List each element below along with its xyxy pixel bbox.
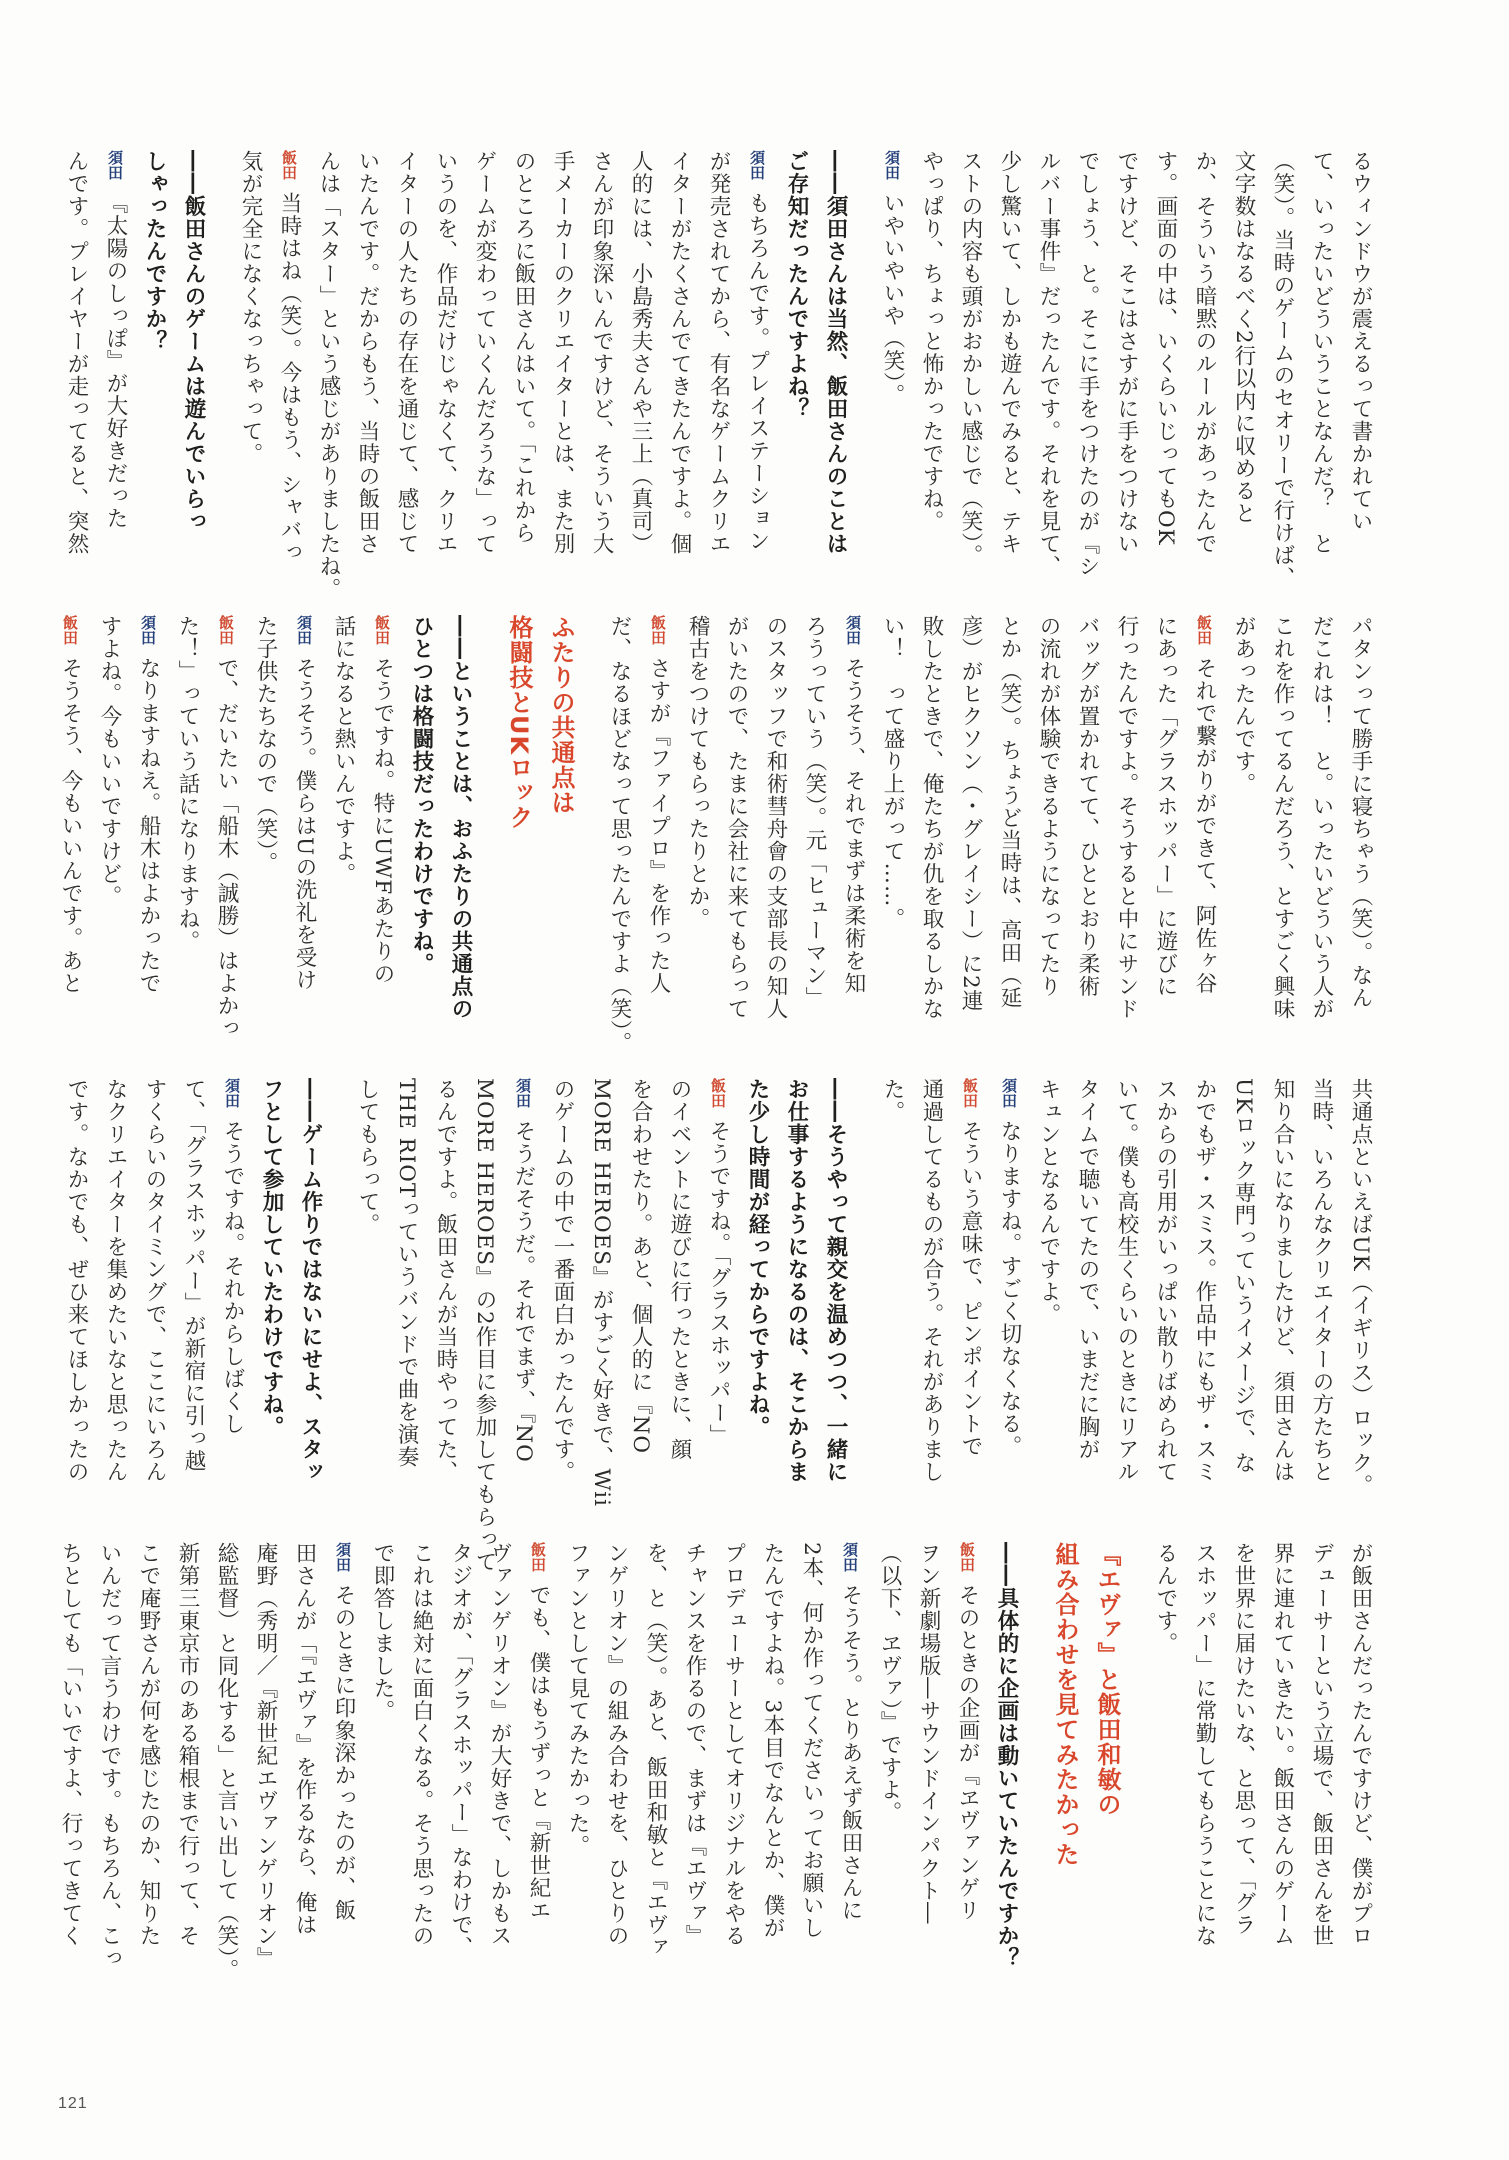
text-band-2 — [58, 615, 1380, 1060]
column-text: そうですね。「グラスホッパー」 — [706, 1120, 731, 1447]
speaker-label-suda: 須田 — [295, 615, 313, 645]
column-text: MORE HEROES』の2作目に参加してもらって — [472, 1078, 497, 1574]
body-text-column — [213, 1078, 252, 1523]
body-text-column — [90, 615, 129, 1060]
column-text: 当時はね（笑）。今はもう、シャバっ — [277, 192, 302, 564]
column-text: ふたりの共通点は — [547, 615, 575, 815]
column-text: かでもザ・スミス。作品中にもザ・スミ — [1192, 1078, 1217, 1483]
interviewer-question — [777, 150, 816, 595]
column-text: すくらいのタイミングで、ここにいろん — [142, 1078, 167, 1483]
column-text: 人的には、小島秀夫さんや三上（真司） — [628, 150, 653, 555]
body-text-column — [1263, 1542, 1302, 1987]
body-text-column — [1068, 1078, 1107, 1523]
column-gap — [1128, 1542, 1146, 1987]
column-gap — [855, 150, 873, 595]
column-text: だ、なるほどなって思ったんですよ（笑）。 — [607, 615, 632, 1055]
column-text: やっぱり、ちょっと怖かったですね。 — [919, 150, 944, 533]
body-text-column — [51, 615, 90, 1060]
column-text: があったんです。 — [1231, 615, 1256, 795]
column-text: す。画面の中は、いくらいじってもOK — [1153, 150, 1178, 546]
column-text: もちろんです。プレイステーション — [745, 192, 770, 552]
body-text-column — [1341, 1542, 1380, 1987]
body-text-column — [96, 1078, 135, 1523]
column-text: 文字数はなるべく2行以内に収めると — [1231, 150, 1256, 525]
column-text: 『太陽のしっぽ』が大好きだった — [103, 192, 128, 530]
column-gap — [213, 150, 231, 595]
column-text: MORE HEROES』がすごく好きで、Wii — [589, 1078, 614, 1508]
interviewer-question — [174, 150, 213, 595]
column-text: た。 — [880, 1078, 905, 1123]
column-text: スからの引用がいっぱい散りばめられて — [1153, 1078, 1178, 1483]
column-text: イターの人たちの存在を通じて、感じて — [394, 150, 419, 555]
column-text: 知り合いになりましたけど、須田さんは — [1270, 1078, 1295, 1483]
column-text: スホッパー」に常勤してもらうことにな — [1192, 1542, 1217, 1947]
body-text-column — [441, 1542, 480, 1987]
column-text: 2本、何か作ってくださいってお願いし — [799, 1542, 824, 1940]
column-text: で即答しました。 — [370, 1542, 395, 1722]
column-text: です。なかでも、ぜひ来てほしかったの — [64, 1078, 89, 1483]
speaker-label-iida: 飯田 — [217, 615, 235, 645]
body-text-column — [1263, 615, 1302, 1060]
column-text: バッグが置かれてて、ひととおり柔術 — [1075, 615, 1100, 998]
column-text: のところに飯田さんはいて。「これから — [511, 150, 536, 545]
body-text-column — [1341, 1078, 1380, 1523]
column-gap — [855, 1078, 873, 1523]
speaker-label-suda: 須田 — [1000, 1078, 1018, 1108]
body-text-column — [1146, 1542, 1185, 1987]
column-gap — [1026, 1542, 1044, 1987]
column-text: を合わせたり。あと、個人的に『NO — [628, 1078, 653, 1454]
column-text: ストの内容も頭がおかしい感じで（笑）。 — [958, 150, 983, 567]
column-text: いやいやいや（笑）。 — [880, 192, 905, 407]
column-text: いたんです。だからもう、当時の飯田さ — [355, 150, 380, 555]
column-text: 当時、いろんなクリエイターの方たちと — [1309, 1078, 1334, 1483]
column-text: THE RIOTっていうバンドで曲を演奏 — [394, 1078, 419, 1469]
column-text: か、そういう暗黙のルールがあったんで — [1192, 150, 1217, 555]
column-text: プロデューサーとしてオリジナルをやる — [721, 1542, 746, 1947]
column-gap — [480, 615, 498, 1060]
column-text: なりますねえ。船木はよかったで — [136, 657, 161, 995]
speaker-label-iida: 飯田 — [958, 1542, 976, 1572]
column-text: が発売されてから、有名なゲームクリエ — [706, 150, 731, 555]
column-text: とか（笑）。ちょうど当時は、高田（延 — [997, 615, 1022, 1010]
column-text: がいたので、たまに会社に来てもらって — [724, 615, 749, 1020]
body-text-column — [558, 1542, 597, 1987]
body-text-column — [873, 1078, 912, 1523]
interviewer-question — [777, 1078, 816, 1523]
body-text-column — [660, 150, 699, 595]
column-text: なりますね。すごく切なくなる。 — [997, 1120, 1022, 1458]
body-text-column — [387, 1078, 426, 1523]
column-text: 新第三東京市のある箱根まで行って、そ — [175, 1542, 200, 1947]
speaker-label-iida: 飯田 — [373, 615, 391, 645]
text-band-4 — [58, 1542, 1380, 1987]
column-text: 行ったんですよ。そうすると中にサンド — [1114, 615, 1139, 1020]
column-text: にあった「グラスホッパー」に遊びに — [1153, 615, 1178, 998]
column-text: 共通点といえばUK（イギリス）ロック。 — [1348, 1078, 1373, 1497]
body-text-column — [129, 615, 168, 1060]
column-text: たんですよね。3本目でなんとか、僕が — [760, 1542, 785, 1940]
column-text: ヲン新劇場版―サウンドインパクト― — [916, 1542, 941, 1925]
column-text: ――そうやって親交を温めつつ、一緒に — [823, 1078, 848, 1483]
speaker-label-iida: 飯田 — [961, 1078, 979, 1108]
column-text: UKロック専門っていうイメージで、な — [1231, 1078, 1256, 1475]
column-text: ――須田さんは当然、飯田さんのことは — [823, 150, 848, 555]
column-text: デューサーという立場で、飯田さんを世 — [1309, 1542, 1334, 1947]
body-text-column — [675, 1542, 714, 1987]
body-text-column — [948, 1542, 987, 1987]
column-text: でも、僕はもうずっと『新世紀エ — [526, 1584, 551, 1922]
column-text: これを作ってるんだろう、とすごく興味 — [1270, 615, 1295, 1020]
body-text-column — [597, 1542, 636, 1987]
column-text: そうそう。とりあえず飯田さんに — [838, 1584, 863, 1922]
page-number: 121 — [58, 2095, 88, 2112]
body-text-column — [309, 150, 348, 600]
body-text-column — [1302, 1078, 1341, 1523]
section-heading — [540, 615, 582, 1060]
column-text: るウィンドウが震えるって書かれてい — [1348, 150, 1373, 533]
column-text: ――具体的に企画は動いていたんですか？ — [994, 1542, 1019, 1970]
section-heading — [498, 615, 540, 1060]
column-text: タイムで聴いてたので、いまだに胸が — [1075, 1078, 1100, 1461]
body-text-column — [1185, 150, 1224, 595]
body-text-column — [990, 615, 1029, 1060]
column-text: そうそう、今もいいんです。あと — [58, 657, 83, 995]
speaker-label-suda: 須田 — [106, 150, 124, 180]
body-text-column — [465, 1078, 504, 1574]
column-text: ルバー事件』だったんです。それを見て、 — [1036, 150, 1061, 578]
body-text-column — [426, 1078, 465, 1523]
body-text-column — [582, 1078, 621, 1523]
body-text-column — [870, 1542, 909, 1987]
body-text-column — [1107, 1078, 1146, 1523]
column-text: のスタッフで和術彗舟會の支部長の知人 — [763, 615, 788, 1020]
speaker-label-iida: 飯田 — [1195, 615, 1213, 645]
section-heading — [1086, 1542, 1128, 1987]
body-text-column — [912, 1078, 951, 1523]
body-text-column — [714, 1542, 753, 1987]
body-text-column — [831, 1542, 870, 1987]
column-text: ンゲリオン』の組み合わせを、ひとりの — [604, 1542, 629, 1947]
body-text-column — [600, 615, 639, 1060]
body-text-column — [1224, 1542, 1263, 1987]
body-text-column — [504, 1078, 543, 1523]
column-text: た少し時間が経ってからですよね。 — [745, 1078, 770, 1438]
body-text-column — [795, 615, 834, 1060]
column-text: た子供たちなので（笑）。 — [253, 615, 278, 875]
column-text: て、「グラスホッパー」が新宿に引っ越 — [181, 1078, 206, 1473]
speaker-label-suda: 須田 — [883, 150, 901, 180]
body-text-column — [129, 1542, 168, 1987]
body-text-column — [519, 1542, 558, 1987]
column-text: そうだそうだ。それでまず、『NO — [511, 1120, 536, 1463]
column-text: ろうっていう（笑）。元「ヒューマン」 — [802, 615, 827, 1010]
column-text: いんだって言うわけです。もちろん、こっ — [97, 1542, 122, 1970]
body-text-column — [324, 615, 363, 1060]
body-text-column — [834, 615, 873, 1060]
body-text-column — [753, 1542, 792, 1987]
body-text-column — [1146, 150, 1185, 595]
column-text: なクリエイターを集めたいなと思ったん — [103, 1078, 128, 1483]
body-text-column — [660, 1078, 699, 1523]
body-text-column — [285, 1542, 324, 1987]
body-text-column — [1302, 615, 1341, 1060]
column-text: パタンって勝手に寝ちゃう（笑）。なん — [1348, 615, 1373, 1010]
column-text: ファンとして見てみたかった。 — [565, 1542, 590, 1857]
body-text-column — [246, 615, 285, 1060]
column-text: て、いったいどういうことなんだ？ と — [1309, 150, 1334, 555]
column-text: のゲームの中で一番面白かったんです。 — [550, 1078, 575, 1483]
body-text-column — [168, 1542, 207, 1987]
body-text-column — [1224, 1078, 1263, 1523]
body-text-column — [246, 1542, 285, 1987]
body-text-column — [636, 1542, 675, 1987]
speaker-label-suda: 須田 — [223, 1078, 241, 1108]
body-text-column — [678, 615, 717, 1060]
body-text-column — [1185, 1078, 1224, 1523]
column-text: るんですよ。飯田さんが当時やってた、 — [433, 1078, 458, 1483]
column-text: んは「スター」という感じがありましたね。 — [316, 150, 341, 600]
column-text: してもらって。 — [355, 1078, 380, 1236]
body-text-column — [270, 150, 309, 595]
column-text: こで庵野さんが何を感じたのか、知りた — [136, 1542, 161, 1947]
column-text: ――飯田さんのゲームは遊んでいらっ — [181, 150, 206, 533]
body-text-column — [717, 615, 756, 1060]
body-text-column — [621, 1078, 660, 1523]
body-text-column — [387, 150, 426, 595]
column-text: 総監督）と同化する」と言い出して（笑）。 — [214, 1542, 239, 1982]
column-text: （笑）。当時のゲームのセオリーで行けば、 — [1270, 150, 1295, 590]
column-gap — [582, 615, 600, 1060]
column-text: い！ って盛り上がって……。 — [880, 615, 905, 930]
body-text-column — [1224, 150, 1263, 595]
column-text: そうそう。僕らはUの洗礼を受け — [292, 657, 317, 992]
column-text: そのときの企画が『ヱヴァンゲリ — [955, 1584, 980, 1922]
body-text-column — [480, 1542, 519, 1987]
speaker-label-iida: 飯田 — [280, 150, 298, 180]
column-text: そういう意味で、ピンポイントで — [958, 1120, 983, 1458]
body-text-column — [51, 1542, 90, 1987]
column-text: でしょう、と。そこに手をつけたのが『シ — [1075, 150, 1100, 578]
body-text-column — [951, 1078, 990, 1523]
speaker-label-suda: 須田 — [841, 1542, 859, 1572]
body-text-column — [1029, 615, 1068, 1060]
body-text-column — [90, 1542, 129, 1987]
text-band-1 — [64, 150, 1380, 600]
body-text-column — [168, 615, 207, 1060]
body-text-column — [582, 150, 621, 595]
body-text-column — [1029, 1078, 1068, 1523]
body-text-column — [231, 150, 270, 595]
column-text: そうそう、それでまずは柔術を知 — [841, 657, 866, 995]
speaker-label-suda: 須田 — [748, 150, 766, 180]
interviewer-question — [135, 150, 174, 595]
column-text: イターがたくさんでてきたんですよ。個 — [667, 150, 692, 555]
column-text: お仕事するようになるのは、そこからま — [784, 1078, 809, 1483]
column-text: 組み合わせを見てみたかった — [1051, 1542, 1079, 1867]
column-text: の流れが体験できるようになってたり — [1036, 615, 1061, 998]
column-text: で、だいたい「船木（誠勝）はよかっ — [214, 657, 239, 1040]
body-text-column — [909, 1542, 948, 1987]
body-text-column — [135, 1078, 174, 1523]
column-text: そのときに印象深かったのが、飯 — [331, 1584, 356, 1922]
body-text-column — [504, 150, 543, 595]
column-text: そうですね。特にUWFあたりの — [370, 657, 395, 986]
column-text: いうのを、作品だけじゃなくて、クリエ — [433, 150, 458, 555]
column-text: 通過してるものが合う。それがありまし — [919, 1078, 944, 1483]
column-text: 彦）がヒクソン（・グレイシー）に2連 — [958, 615, 983, 1013]
body-text-column — [324, 1542, 363, 1987]
body-text-column — [1302, 1542, 1341, 1987]
body-text-column — [402, 1542, 441, 1987]
column-text: さすが『ファイプロ』を作った人 — [646, 657, 671, 995]
column-text: さんが印象深いんですけど、そういう大 — [589, 150, 614, 555]
column-text: 田さんが「『エヴァ』を作るなら、俺は — [292, 1542, 317, 1937]
text-band-3 — [64, 1078, 1380, 1574]
column-text: それで繋がりができて、阿佐ヶ谷 — [1192, 657, 1217, 995]
column-text: だこれは！ と。いったいどういう人が — [1309, 615, 1334, 1020]
column-text: しゃったんですか？ — [142, 150, 167, 353]
column-text: これは絶対に面白くなる。そう思ったの — [409, 1542, 434, 1947]
body-text-column — [57, 150, 96, 595]
column-text: るんです。 — [1153, 1542, 1178, 1655]
body-text-column — [1224, 615, 1263, 1060]
column-text: を世界に届けたいな、と思って、「グラ — [1231, 1542, 1256, 1937]
body-text-column — [639, 615, 678, 1060]
column-text: ですけど、そこはさすがに手をつけない — [1114, 150, 1139, 555]
column-text: フとして参加していたわけですね。 — [259, 1078, 284, 1438]
body-text-column — [1068, 615, 1107, 1060]
body-text-column — [1185, 615, 1224, 1060]
body-text-column — [1107, 150, 1146, 595]
interviewer-question — [816, 150, 855, 595]
speaker-label-iida: 飯田 — [61, 615, 79, 645]
body-text-column — [57, 1078, 96, 1523]
body-text-column — [951, 615, 990, 1060]
body-text-column — [96, 150, 135, 595]
body-text-column — [363, 615, 402, 1060]
body-text-column — [426, 150, 465, 595]
column-text: 庵野（秀明／『新世紀エヴァンゲリオン』 — [253, 1542, 278, 1970]
column-text: いて。僕も高校生くらいのときにリアル — [1114, 1078, 1139, 1483]
body-text-column — [465, 150, 504, 595]
interviewer-question — [738, 1078, 777, 1523]
speaker-label-suda: 須田 — [334, 1542, 352, 1572]
column-text: 界に連れていきたい。飯田さんのゲーム — [1270, 1542, 1295, 1947]
body-text-column — [1146, 615, 1185, 1060]
column-text: ご存知だったんですよね？ — [784, 150, 809, 420]
column-text: 稽古をつけてもらったりとか。 — [685, 615, 710, 930]
body-text-column — [990, 150, 1029, 595]
speaker-label-iida: 飯田 — [709, 1078, 727, 1108]
column-text: 気が完全になくなっちゃって。 — [238, 150, 263, 465]
body-text-column — [543, 150, 582, 595]
section-heading — [1044, 1542, 1086, 1987]
column-text: 敗したときで、俺たちが仇を取るしかな — [919, 615, 944, 1020]
body-text-column — [1302, 150, 1341, 595]
column-text: を、と（笑）。あと、飯田和敏と『エヴァ — [643, 1542, 668, 1959]
column-text: チャンスを作るので、まずは『エヴァ』 — [682, 1542, 707, 1947]
column-text: タジオが、「グラスホッパー」なわけで、 — [448, 1542, 473, 1959]
interviewer-question — [987, 1542, 1026, 1987]
body-text-column — [207, 615, 246, 1060]
column-text: ――ということは、おふたりの共通点の — [448, 615, 473, 1020]
column-gap — [330, 1078, 348, 1523]
body-text-column — [348, 1078, 387, 1523]
body-text-column — [1185, 1542, 1224, 1987]
column-text: ひとつは格闘技だったわけですね。 — [409, 615, 434, 975]
column-text: んです。プレイヤーが走ってると、突然 — [64, 150, 89, 555]
column-text: そうですね。それからしばくし — [220, 1120, 245, 1435]
body-text-column — [1068, 150, 1107, 595]
body-text-column — [990, 1078, 1029, 1523]
column-text: すよね。今もいいですけど。 — [97, 615, 122, 908]
column-text: 手メーカーのクリエイターとは、また別 — [550, 150, 575, 555]
body-text-column — [1146, 1078, 1185, 1523]
body-text-column — [1341, 150, 1380, 595]
body-text-column — [1029, 150, 1068, 595]
body-text-column — [699, 150, 738, 595]
column-text: のイベントに遊びに行ったときに、顔 — [667, 1078, 692, 1461]
speaker-label-iida: 飯田 — [649, 615, 667, 645]
body-text-column — [699, 1078, 738, 1523]
body-text-column — [285, 615, 324, 1060]
column-text: 少し驚いて、しかも遊んでみると、テキ — [997, 150, 1022, 555]
column-text: 格闘技とUKロック — [505, 615, 533, 831]
column-text: 『エヴァ』と飯田和敏の — [1093, 1542, 1121, 1817]
body-text-column — [1263, 150, 1302, 595]
body-text-column — [1263, 1078, 1302, 1523]
body-text-column — [621, 150, 660, 595]
column-text: が飯田さんだったんですけど、僕がプロ — [1348, 1542, 1373, 1947]
body-text-column — [951, 150, 990, 595]
body-text-column — [912, 150, 951, 595]
column-text: （以下、ヱヴァ）』ですよ。 — [877, 1542, 902, 1824]
body-text-column — [543, 1078, 582, 1523]
body-text-column — [174, 1078, 213, 1523]
body-text-column — [1107, 615, 1146, 1060]
interviewer-question — [441, 615, 480, 1060]
speaker-label-suda: 須田 — [139, 615, 157, 645]
speaker-label-iida: 飯田 — [529, 1542, 547, 1572]
column-text: ヴァンゲリオン』が大好きで、しかもス — [487, 1542, 512, 1947]
interviewer-question — [816, 1078, 855, 1523]
interviewer-question — [402, 615, 441, 1060]
column-text: ちとしても「いいですよ、行ってきてく — [58, 1542, 83, 1947]
body-text-column — [912, 615, 951, 1060]
column-text: 話になると熱いんですよ。 — [331, 615, 356, 885]
body-text-column — [792, 1542, 831, 1987]
body-text-column — [1341, 615, 1380, 1060]
interviewer-question — [252, 1078, 291, 1523]
body-text-column — [348, 150, 387, 595]
column-text: ――ゲーム作りではないにせよ、スタッ — [298, 1078, 323, 1483]
body-text-column — [756, 615, 795, 1060]
interviewer-question — [291, 1078, 330, 1523]
speaker-label-suda: 須田 — [844, 615, 862, 645]
column-text: キュンとなるんですよ。 — [1036, 1078, 1061, 1326]
body-text-column — [207, 1542, 246, 1987]
body-text-column — [873, 615, 912, 1060]
body-text-column — [873, 150, 912, 595]
column-text: た！」っていう話になりますね。 — [175, 615, 200, 953]
speaker-label-suda: 須田 — [514, 1078, 532, 1108]
column-text: ゲームが変わっていくんだろうな」って — [472, 150, 497, 555]
body-text-column — [363, 1542, 402, 1987]
body-text-column — [738, 150, 777, 595]
